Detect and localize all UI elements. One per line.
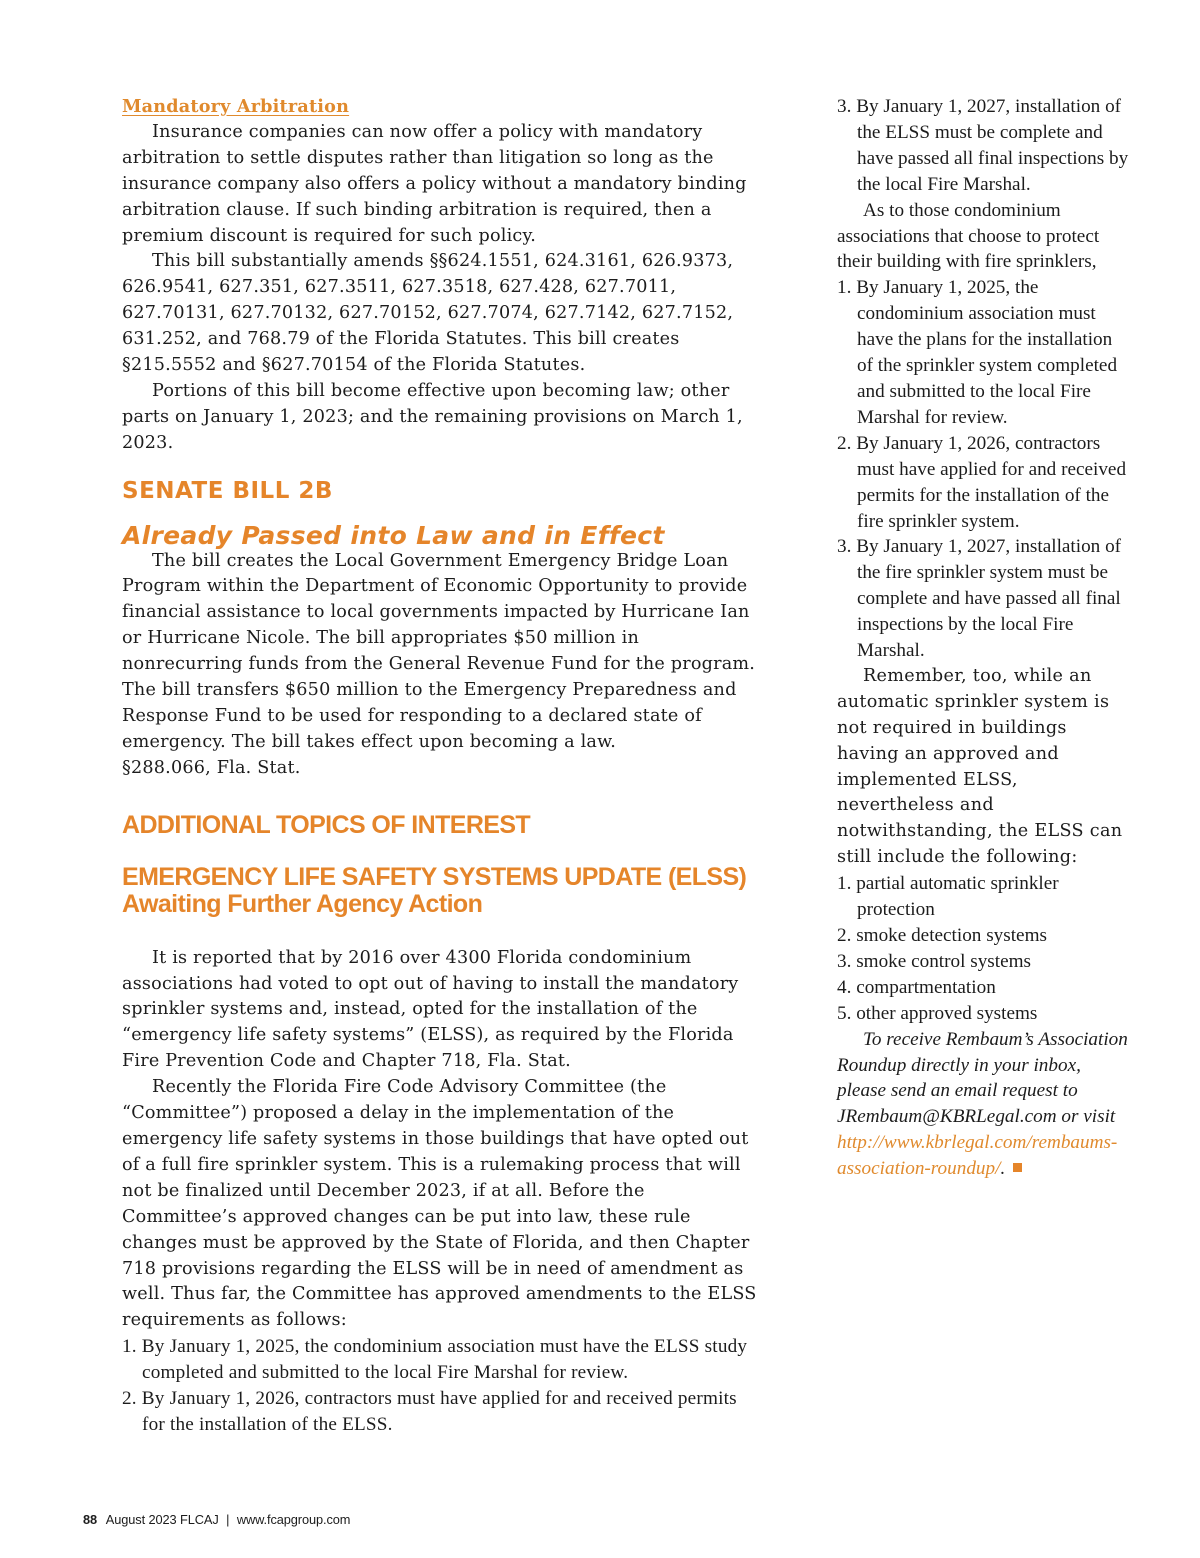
senate-bill-subheading: Already Passed into Law and in Effect	[122, 520, 665, 550]
list-item: 1. By January 1, 2025, the condominium association must have the plans for the installation of the sprinkler system completed and submitted to the local Fire Marshal for review.	[837, 277, 1118, 428]
elss-requirements-list	[122, 1334, 758, 1438]
list-item: 2. By January 1, 2026, contractors must have applied for and received permits for the installation of the ELSS.	[122, 1388, 737, 1435]
senate-bill-heading: SENATE BILL 2B	[122, 477, 333, 504]
senate-bill-citation: §288.066, Fla. Stat.	[122, 757, 301, 778]
page-footer	[83, 1512, 350, 1527]
roundup-link[interactable]: http://www.kbrlegal.com/rembaums-association-roundup/	[837, 1132, 1118, 1180]
list-item: 3. By January 1, 2027, installation of the ELSS must be complete and have passed all final inspections by the local Fire Marshal.	[837, 96, 1129, 195]
list-item: 3. smoke control systems	[837, 950, 1031, 972]
list-item: 2. smoke detection systems	[837, 925, 1047, 946]
elss-requirements-list-continued	[837, 94, 1129, 198]
elss-paragraph-1: It is reported that by 2016 over 4300 Florida condominium associations had voted to opt out of having to install the mandatory sprinkler systems and, instead, opted for the installation of the “emergency life safety systems” (ELSS), as required by the Florida Fire Prevention Code and Chapter 718, Fla. Stat.	[122, 947, 739, 1072]
closing-period: .	[1000, 1158, 1006, 1180]
additional-topics-heading: ADDITIONAL TOPICS OF INTEREST	[122, 810, 531, 839]
elss-paragraph-2: Recently the Florida Fire Code Advisory Committee (the “Committee”) proposed a delay in the implementation of the emergency life safety systems in those buildings that have opted out of a full fire sprinkler system. This is a rulemaking process that will not be finalized until December 2023, if at all. Before the Committee’s approved changes can be put into law, these rule changes must be approved by the State of Florida, and then Chapter 718 provisions regarding the ELSS will be in need of amendment as well. Thus far, the Committee has approved amendments to the ELSS requirements as follows:	[122, 1077, 757, 1331]
list-item: 5. other approved systems	[837, 1002, 1038, 1024]
list-item: 1. By January 1, 2025, the condominium association must have the ELSS study completed and submitted to the local Fire Marshal for review.	[122, 1336, 748, 1384]
end-mark-icon	[1013, 1163, 1022, 1172]
website-link[interactable]: www.fcapgroup.com	[236, 1512, 351, 1527]
closing-text: To receive Rembaum’s Association Roundup directly in your inbox, please send an email request to JRembaum@KBRLegal.com or visit	[837, 1028, 1128, 1128]
elss-includes-list	[837, 871, 1129, 1026]
sprinkler-intro-paragraph: As to those condominium associations that choose to protect their building with fire sprinklers,	[837, 199, 1100, 273]
sprinkler-requirements-list	[837, 275, 1129, 664]
issue-label: August 2023 FLCAJ	[105, 1512, 219, 1527]
list-item: 3. By January 1, 2027, installation of the fire sprinkler system must be complete and have passed all final inspections by the local Fire Marshal.	[837, 536, 1122, 662]
arbitration-paragraph-2: This bill substantially amends §§624.1551, 624.3161, 626.9373, 626.9541, 627.351, 627.3511, 627.3518, 627.428, 627.7011, 627.70131, 627.70132, 627.70152, 627.7074, 627.7142, 627.7152, 631.252, and 768.79 of the Florida Statutes. This bill creates §215.5552 and §627.70154 of the Florida Statutes.	[122, 251, 734, 376]
arbitration-paragraph-1: Insurance companies can now offer a policy with mandatory arbitration to settle disputes rather than litigation so long as the insurance company also offers a policy without a mandatory binding arbitration clause. If such binding arbitration is required, then a premium discount is required for such policy.	[122, 121, 747, 246]
list-item: 4. compartmentation	[837, 976, 996, 998]
senate-bill-paragraph: The bill creates the Local Government Emergency Bridge Loan Program within the Department of Economic Opportunity to provide financial assistance to local governments impacted by Hurricane Ian or Hurricane Nicole. The bill appropriates $50 million in nonrecurring funds from the General Revenue Fund for the program. The bill transfers $650 million to the Emergency Preparedness and Response Fund to be used for responding to a declared state of emergency. The bill takes effect upon becoming a law.	[122, 550, 756, 752]
arbitration-paragraph-3: Portions of this bill become effective upon becoming law; other parts on January 1, 2023; and the remaining provisions on March 1, 2023.	[122, 380, 743, 453]
left-column	[122, 94, 758, 1438]
right-column	[837, 94, 1129, 1182]
list-item: 1. partial automatic sprinkler protection	[837, 873, 1059, 921]
page-number: 88	[83, 1512, 98, 1527]
closing-paragraph	[837, 1027, 1129, 1182]
elss-heading: EMERGENCY LIFE SAFETY SYSTEMS UPDATE (ELSS)	[122, 862, 747, 891]
remember-paragraph: Remember, too, while an automatic sprinkler system is not required in buildings having an approved and implemented ELSS, nevertheless and notwithstanding, the ELSS can still include the following:	[837, 665, 1123, 868]
footer-separator: |	[226, 1512, 230, 1527]
list-item: 2. By January 1, 2026, contractors must have applied for and received permits for the installation of the fire sprinkler system.	[837, 432, 1127, 532]
mandatory-arbitration-subheading: Mandatory Arbitration	[122, 96, 350, 117]
elss-subheading: Awaiting Further Agency Action	[122, 889, 483, 918]
